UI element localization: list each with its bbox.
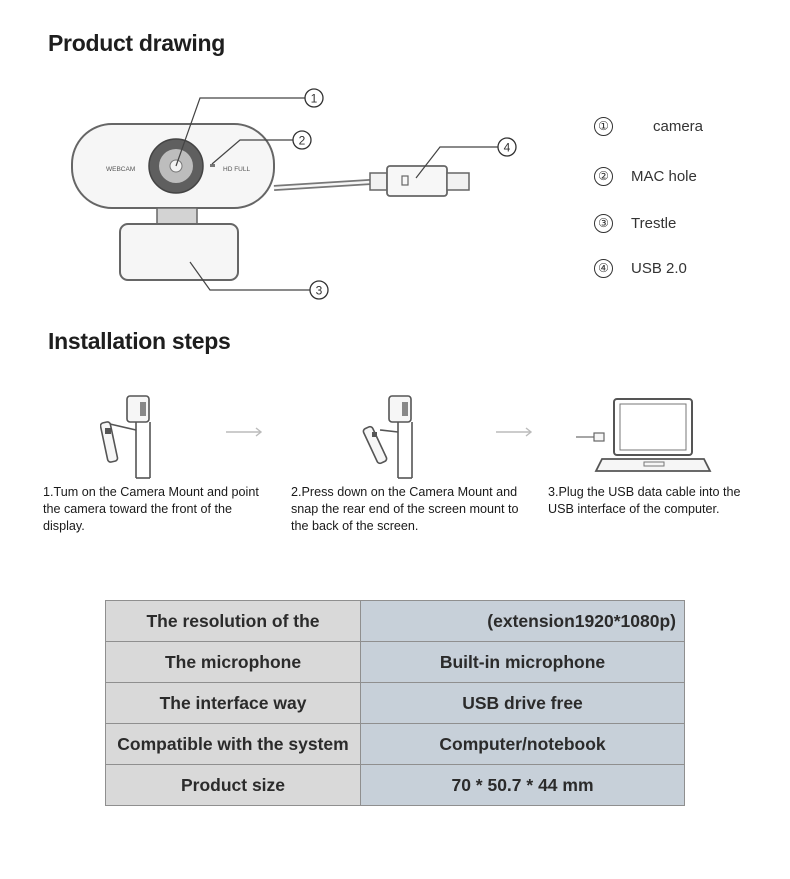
- spec-key: The interface way: [106, 683, 361, 724]
- mic-hole: [210, 164, 215, 167]
- legend-label: Trestle: [631, 215, 677, 232]
- step-3-text: 3.Plug the USB data cable into the USB interface of the computer.: [548, 485, 741, 516]
- legend-num: ②: [594, 167, 613, 186]
- callout-3: 3: [315, 283, 323, 298]
- legend-label: camera: [653, 118, 704, 135]
- trestle: [120, 224, 238, 280]
- legend-item-camera: [594, 117, 703, 136]
- spec-value: Computer/notebook: [361, 724, 685, 765]
- usb-tip: [447, 173, 469, 190]
- table-row: [106, 724, 685, 765]
- spec-key: The resolution of the: [106, 601, 361, 642]
- spec-key: Compatible with the system: [106, 724, 361, 765]
- spec-key: The microphone: [106, 642, 361, 683]
- legend-label: MAC hole: [631, 168, 697, 185]
- spec-table: [105, 600, 685, 806]
- step-2-illustration: [362, 392, 422, 482]
- table-row: [106, 642, 685, 683]
- spec-key: Product size: [106, 765, 361, 806]
- webcam-drawing: [60, 80, 530, 310]
- usb-collar: [370, 173, 387, 190]
- legend-label: USB 2.0: [631, 260, 687, 277]
- table-row: [106, 765, 685, 806]
- legend-num: ③: [594, 214, 613, 233]
- arrow-icon: [496, 426, 534, 438]
- step-2-text: 2.Press down on the Camera Mount and snap the rear end of the screen mount to the back of the screen.: [291, 485, 519, 533]
- table-row: [106, 683, 685, 724]
- webcam-label: WEBCAM: [106, 166, 136, 173]
- callout-1: 1: [310, 91, 318, 106]
- installation-steps-heading: Installation steps: [48, 328, 231, 354]
- legend-num: ④: [594, 259, 613, 278]
- legend-item-trestle: [594, 214, 676, 233]
- usb-plug: [387, 166, 447, 196]
- arrow-icon: [226, 426, 264, 438]
- hd-label: HD FULL: [223, 166, 251, 173]
- legend-item-mac-hole: [594, 167, 697, 186]
- legend-num: ①: [594, 117, 613, 136]
- spec-value: 70 * 50.7 * 44 mm: [361, 765, 685, 806]
- table-row: [106, 601, 685, 642]
- step-3-illustration: [572, 395, 712, 475]
- spec-value: USB drive free: [361, 683, 685, 724]
- step-1-text: 1.Tum on the Camera Mount and point the camera toward the front of the display.: [43, 485, 259, 533]
- callout-4: 4: [503, 140, 511, 155]
- callout-2: 2: [298, 133, 306, 148]
- camera-neck: [157, 208, 197, 224]
- product-drawing-heading: Product drawing: [48, 30, 225, 56]
- spec-value: Built-in microphone: [361, 642, 685, 683]
- legend-item-usb: [594, 259, 687, 278]
- step-1-illustration: [100, 392, 160, 482]
- spec-value: (extension1920*1080p): [361, 601, 685, 642]
